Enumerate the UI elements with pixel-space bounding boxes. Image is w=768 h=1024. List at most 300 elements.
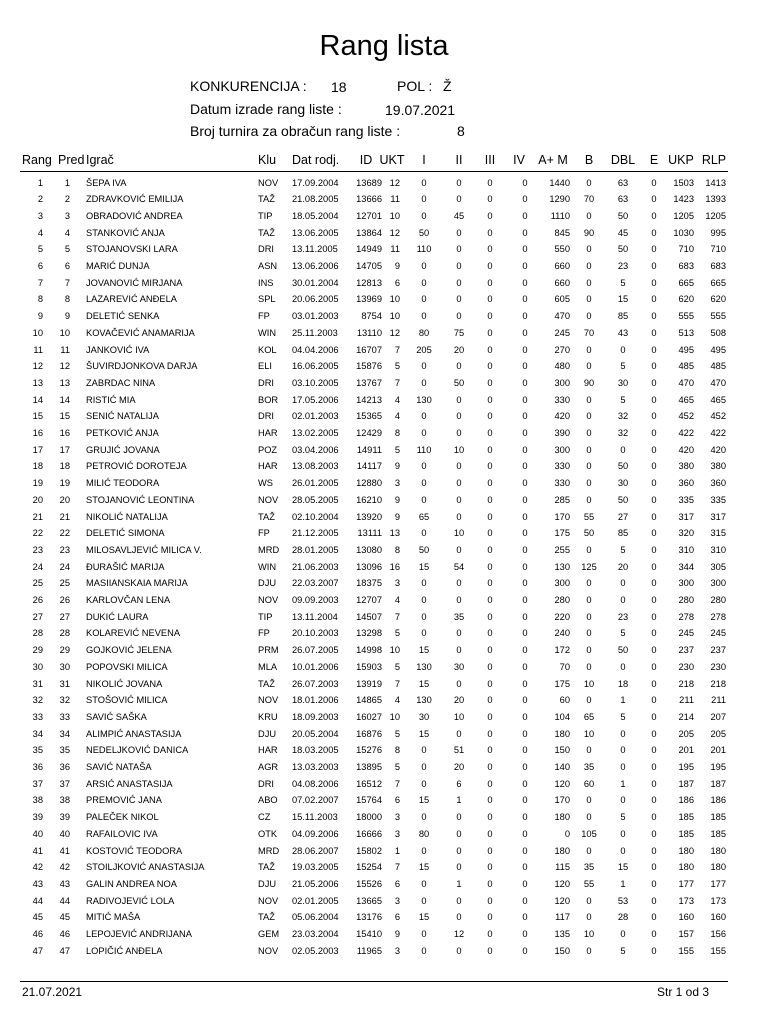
cell-e: 0: [651, 595, 657, 605]
cell-am: 330: [554, 461, 570, 472]
cell-dat: 13.03.2003: [292, 762, 339, 772]
cell-e: 0: [651, 728, 657, 739]
cell-am: 270: [554, 344, 570, 355]
cell-igrac: GRUJIĆ JOVANA: [86, 444, 160, 455]
cell-dbl: 0: [620, 845, 626, 856]
cell-b: 0: [586, 411, 592, 422]
cell-klu: WS: [258, 478, 273, 489]
cell-b: 50: [583, 528, 595, 539]
cell-pred: 21: [59, 511, 70, 522]
cell-ukt: 11: [390, 244, 400, 255]
cell-ii: 0: [456, 645, 462, 656]
cell-b: 70: [583, 327, 595, 338]
cell-rang: 33: [32, 711, 43, 722]
cell-ukp: 452: [678, 411, 694, 422]
cell-rlp: 185: [710, 828, 726, 839]
cell-iii: 0: [487, 561, 493, 572]
cell-ii: 75: [453, 327, 465, 338]
cell-dbl: 28: [617, 912, 629, 923]
cell-am: 330: [554, 394, 570, 405]
cell-klu: MRD: [258, 845, 280, 856]
cell-e: 0: [651, 762, 657, 772]
cell-am: 470: [554, 311, 570, 322]
cell-e: 0: [651, 411, 657, 422]
cell-id: 13689: [356, 177, 382, 188]
cell-am: 300: [554, 578, 570, 589]
cell-dat: 13.11.2004: [292, 611, 338, 622]
cell-am: 845: [554, 227, 570, 238]
cell-klu: NOV: [258, 695, 279, 706]
cell-igrac: JOVANOVIĆ MIRJANA: [86, 277, 183, 288]
cell-b: 0: [586, 294, 592, 305]
cell-i: 0: [421, 428, 427, 438]
cell-rang: 36: [32, 762, 43, 772]
cell-rlp: 360: [710, 478, 726, 489]
cell-b: 65: [583, 711, 595, 722]
cell-am: 1110: [550, 210, 570, 221]
cell-iv: 0: [522, 845, 528, 856]
cell-am: 605: [554, 294, 570, 305]
cell-b: 0: [586, 344, 592, 355]
cell-i: 0: [421, 929, 427, 939]
cell-dat: 03.01.2003: [292, 311, 339, 322]
cell-rlp: 205: [710, 728, 726, 739]
cell-pred: 8: [64, 294, 70, 305]
cell-pred: 15: [59, 411, 70, 422]
cell-i: 15: [418, 862, 430, 873]
cell-rlp: 195: [710, 762, 726, 772]
cell-rang: 16: [32, 428, 43, 438]
cell-i: 0: [421, 210, 427, 221]
cell-b: 0: [586, 812, 592, 823]
cell-ukt: 1: [394, 845, 400, 856]
cell-dbl: 0: [620, 929, 626, 939]
cell-am: 660: [554, 261, 570, 271]
cell-klu: WIN: [258, 327, 277, 338]
cell-ukt: 7: [394, 377, 400, 388]
cell-ii: 0: [456, 945, 462, 956]
cell-b: 0: [586, 912, 592, 923]
cell-igrac: POPOVSKI MILICA: [86, 661, 168, 672]
cell-b: 0: [586, 428, 592, 438]
cell-id: 15526: [356, 878, 382, 889]
cell-am: 175: [554, 528, 570, 539]
cell-rlp: 155: [710, 945, 726, 956]
cell-igrac: RADIVOJEVIĆ LOLA: [86, 895, 175, 906]
cell-e: 0: [651, 478, 657, 489]
cell-pred: 32: [59, 695, 70, 706]
cell-ukt: 9: [394, 494, 400, 505]
cell-pred: 1: [64, 177, 70, 188]
cell-ii: 10: [453, 528, 465, 539]
cell-e: 0: [651, 194, 657, 205]
cell-ukp: 180: [678, 862, 694, 873]
cell-b: 0: [586, 461, 592, 472]
cell-dbl: 0: [620, 745, 626, 756]
cell-id: 13920: [356, 511, 382, 522]
cell-id: 15276: [356, 745, 382, 756]
cell-ii: 54: [453, 561, 465, 572]
cell-i: 0: [421, 578, 427, 589]
cell-pred: 46: [59, 929, 70, 939]
cell-iii: 0: [487, 795, 493, 806]
cell-ukp: 157: [678, 929, 694, 939]
cell-rlp: 207: [710, 711, 726, 722]
cell-id: 13176: [356, 912, 382, 923]
cell-ukt: 5: [394, 361, 400, 372]
cell-ukt: 6: [394, 795, 400, 806]
cell-ukp: 195: [678, 762, 694, 772]
cell-ukt: 7: [394, 678, 400, 689]
cell-igrac: DUKIĆ LAURA: [86, 611, 149, 622]
cell-klu: DJU: [258, 878, 277, 889]
footer-date: 21.07.2021: [22, 985, 83, 999]
column-header-b: B: [584, 153, 594, 167]
cell-rlp: 315: [710, 528, 726, 539]
cell-id: 12880: [356, 478, 382, 489]
cell-igrac: NEDELJKOVIĆ DANICA: [86, 745, 189, 756]
cell-i: 0: [421, 361, 427, 372]
cell-ukt: 8: [394, 745, 400, 756]
cell-b: 125: [581, 561, 597, 572]
cell-klu: MRD: [258, 544, 280, 555]
cell-ukp: 230: [678, 661, 694, 672]
cell-am: 180: [554, 812, 570, 823]
cell-am: 330: [554, 478, 570, 489]
cell-rlp: 156: [710, 929, 726, 939]
cell-iii: 0: [487, 595, 493, 605]
cell-ukp: 320: [678, 528, 694, 539]
cell-e: 0: [651, 561, 657, 572]
cell-iii: 0: [487, 294, 493, 305]
cell-ukt: 3: [394, 945, 400, 956]
cell-klu: DRI: [258, 244, 275, 255]
cell-pred: 12: [59, 361, 70, 372]
cell-am: 130: [554, 561, 570, 572]
cell-klu: DJU: [258, 578, 277, 589]
cell-iv: 0: [522, 344, 528, 355]
cell-am: 170: [554, 795, 570, 806]
column-header-am: A+ M: [538, 153, 568, 167]
cell-pred: 28: [59, 628, 70, 639]
cell-ukt: 9: [394, 461, 400, 472]
cell-e: 0: [651, 344, 657, 355]
cell-ukp: 360: [678, 478, 694, 489]
cell-dat: 09.09.2003: [292, 595, 339, 605]
cell-am: 1440: [549, 177, 570, 188]
cell-e: 0: [651, 294, 657, 305]
cell-b: 0: [586, 277, 592, 288]
cell-ukt: 7: [394, 862, 400, 873]
cell-rang: 21: [32, 511, 43, 522]
cell-am: 120: [554, 878, 570, 889]
cell-pred: 39: [59, 812, 70, 823]
cell-i: 0: [421, 377, 427, 388]
cell-iii: 0: [487, 177, 493, 188]
cell-e: 0: [651, 528, 657, 539]
cell-i: 110: [416, 444, 432, 455]
cell-dat: 23.03.2004: [292, 929, 339, 939]
cell-klu: AGR: [258, 762, 279, 772]
cell-pred: 5: [64, 244, 70, 255]
cell-am: 140: [554, 762, 570, 772]
cell-pred: 30: [59, 661, 70, 672]
cell-klu: TAŽ: [258, 227, 275, 238]
cell-dbl: 0: [620, 661, 626, 672]
cell-ukt: 9: [394, 929, 400, 939]
cell-klu: TAŽ: [258, 912, 275, 923]
cell-am: 180: [554, 728, 570, 739]
cell-e: 0: [651, 895, 657, 906]
cell-pred: 33: [59, 711, 70, 722]
cell-dat: 25.11.2003: [292, 327, 338, 338]
cell-dat: 18.09.2003: [292, 711, 339, 722]
cell-b: 0: [586, 695, 592, 706]
cell-iv: 0: [522, 210, 528, 221]
cell-iii: 0: [487, 645, 493, 656]
cell-id: 15410: [356, 929, 382, 939]
cell-klu: CZ: [258, 812, 271, 823]
cell-klu: TAŽ: [258, 862, 275, 873]
cell-iv: 0: [522, 895, 528, 906]
cell-ii: 0: [456, 461, 462, 472]
cell-klu: HAR: [258, 745, 278, 756]
cell-b: 10: [583, 728, 595, 739]
cell-iii: 0: [487, 311, 493, 322]
cell-rang: 24: [32, 561, 43, 572]
cell-pred: 17: [59, 444, 70, 455]
cell-ukp: 422: [678, 428, 694, 438]
column-header-pred: Pred: [58, 153, 85, 167]
cell-b: 0: [586, 177, 592, 188]
cell-iii: 0: [487, 912, 493, 923]
cell-iv: 0: [522, 828, 528, 839]
cell-dat: 10.01.2006: [292, 661, 339, 672]
cell-iv: 0: [522, 528, 528, 539]
cell-id: 13111: [357, 528, 382, 539]
cell-ii: 0: [456, 912, 462, 923]
cell-klu: WIN: [258, 561, 277, 572]
cell-i: 0: [421, 812, 427, 823]
cell-rlp: 683: [710, 261, 726, 271]
cell-igrac: MARIĆ DUNJA: [86, 261, 150, 271]
cell-dbl: 85: [617, 528, 629, 539]
cell-am: 172: [554, 645, 570, 656]
cell-rang: 47: [32, 945, 43, 956]
cell-e: 0: [651, 878, 657, 889]
cell-iv: 0: [522, 411, 528, 422]
cell-dat: 20.05.2004: [292, 728, 339, 739]
cell-ukt: 7: [394, 778, 400, 789]
cell-b: 0: [586, 611, 592, 622]
cell-iv: 0: [522, 428, 528, 438]
cell-klu: HAR: [258, 428, 278, 438]
cell-iii: 0: [487, 878, 493, 889]
cell-rlp: 278: [710, 611, 726, 622]
cell-ukp: 710: [678, 244, 694, 255]
cell-pred: 36: [59, 762, 70, 772]
cell-i: 0: [421, 494, 427, 505]
cell-dbl: 27: [617, 511, 629, 522]
cell-dbl: 0: [620, 595, 626, 605]
cell-ii: 35: [453, 611, 465, 622]
cell-ukp: 185: [678, 828, 694, 839]
cell-pred: 16: [59, 428, 70, 438]
cell-i: 0: [421, 845, 427, 856]
cell-rang: 23: [32, 544, 43, 555]
cell-ii: 51: [453, 745, 465, 756]
cell-dat: 15.11.2003: [292, 812, 338, 823]
cell-am: 115: [555, 862, 570, 873]
cell-am: 300: [554, 444, 570, 455]
cell-b: 0: [586, 661, 592, 672]
cell-id: 13080: [356, 544, 382, 555]
cell-dbl: 5: [620, 812, 626, 823]
cell-id: 14213: [356, 394, 382, 405]
cell-dat: 20.06.2005: [292, 294, 339, 305]
cell-igrac: MILOSAVLJEVIĆ MILICA V.: [86, 544, 202, 555]
cell-dat: 28.06.2007: [292, 845, 339, 856]
cell-iii: 0: [487, 611, 493, 622]
cell-ukp: 495: [678, 344, 694, 355]
cell-ukt: 5: [394, 444, 400, 455]
cell-pred: 14: [59, 394, 70, 405]
cell-iv: 0: [522, 578, 528, 589]
cell-rang: 28: [32, 628, 43, 639]
cell-rang: 12: [32, 361, 43, 372]
cell-e: 0: [651, 544, 657, 555]
cell-rang: 6: [37, 261, 43, 271]
cell-iii: 0: [487, 377, 493, 388]
cell-dat: 21.05.2006: [292, 878, 339, 889]
cell-igrac: KOSTOVIĆ TEODORA: [86, 845, 183, 856]
cell-i: 0: [421, 945, 427, 956]
cell-ukt: 3: [394, 578, 400, 589]
cell-pred: 40: [59, 828, 70, 839]
cell-rlp: 317: [710, 511, 726, 522]
cell-iii: 0: [487, 444, 493, 455]
datum-value: 19.07.2021: [385, 102, 456, 118]
cell-id: 16666: [356, 828, 382, 839]
cell-rlp: 186: [710, 795, 726, 806]
cell-ii: 1: [456, 878, 462, 889]
column-header-id: ID: [359, 153, 373, 167]
cell-am: 660: [554, 277, 570, 288]
cell-iii: 0: [487, 845, 493, 856]
cell-e: 0: [651, 277, 657, 288]
column-header-iv: IV: [513, 153, 525, 167]
cell-igrac: STOILJKOVIĆ ANASTASIJA: [86, 862, 205, 873]
cell-iv: 0: [522, 277, 528, 288]
cell-b: 0: [586, 261, 592, 271]
cell-iv: 0: [522, 611, 528, 622]
cell-e: 0: [651, 461, 657, 472]
cell-igrac: KOLAREVIĆ NEVENA: [86, 628, 181, 639]
cell-dat: 05.06.2004: [292, 912, 339, 923]
cell-i: 50: [418, 544, 430, 555]
cell-igrac: MITIĆ MAŠA: [86, 912, 141, 923]
cell-dat: 17.05.2006: [292, 394, 339, 405]
cell-rlp: 380: [710, 461, 726, 472]
header-divider: [20, 171, 728, 172]
cell-iv: 0: [522, 862, 528, 873]
cell-iii: 0: [487, 261, 493, 271]
cell-rang: 40: [32, 828, 43, 839]
cell-pred: 24: [59, 561, 70, 572]
cell-id: 12429: [356, 428, 382, 438]
cell-pred: 26: [59, 595, 70, 605]
cell-ii: 0: [456, 394, 462, 405]
cell-b: 0: [586, 311, 592, 322]
cell-igrac: GALIN ANDREA NOA: [86, 878, 177, 889]
cell-iii: 0: [487, 511, 493, 522]
cell-b: 0: [586, 394, 592, 405]
cell-pred: 10: [59, 327, 70, 338]
cell-id: 12707: [356, 595, 382, 605]
cell-pred: 35: [59, 745, 70, 756]
cell-am: 280: [554, 595, 570, 605]
cell-b: 0: [586, 745, 592, 756]
cell-ukp: 485: [678, 361, 694, 372]
cell-pred: 34: [59, 728, 70, 739]
cell-ii: 6: [456, 778, 462, 789]
cell-i: 0: [421, 261, 427, 271]
cell-klu: SPL: [258, 294, 276, 305]
cell-dat: 16.06.2005: [292, 361, 339, 372]
cell-iii: 0: [487, 828, 493, 839]
cell-ukp: 237: [678, 645, 694, 656]
cell-id: 13096: [356, 561, 382, 572]
cell-ukt: 8: [394, 428, 400, 438]
cell-rlp: 495: [710, 344, 726, 355]
cell-iii: 0: [487, 778, 493, 789]
cell-iv: 0: [522, 511, 528, 522]
cell-dat: 26.07.2003: [292, 678, 339, 689]
cell-dbl: 0: [620, 762, 626, 772]
cell-igrac: PALEČEK NIKOL: [86, 812, 159, 823]
cell-b: 60: [583, 778, 595, 789]
cell-rlp: 470: [710, 377, 726, 388]
cell-igrac: SENIĆ NATALIJA: [86, 411, 160, 422]
cell-am: 175: [554, 678, 570, 689]
cell-igrac: SAVIĆ NATAŠA: [86, 762, 152, 772]
cell-dbl: 5: [620, 361, 626, 372]
column-header-iii: III: [484, 153, 496, 167]
cell-dat: 04.08.2006: [292, 778, 339, 789]
cell-id: 14117: [356, 461, 382, 472]
cell-i: 80: [418, 828, 430, 839]
cell-klu: DRI: [258, 778, 275, 789]
cell-iii: 0: [487, 862, 493, 873]
cell-dbl: 23: [617, 611, 629, 622]
cell-klu: MLA: [258, 661, 278, 672]
cell-ukt: 4: [394, 411, 400, 422]
cell-dat: 28.05.2005: [292, 494, 339, 505]
cell-ukp: 620: [678, 294, 694, 305]
cell-rang: 44: [32, 895, 43, 906]
cell-rang: 7: [37, 277, 43, 288]
cell-rang: 11: [33, 344, 43, 355]
cell-ukt: 3: [394, 478, 400, 489]
cell-ukt: 5: [394, 762, 400, 772]
cell-ukp: 555: [678, 311, 694, 322]
cell-iv: 0: [522, 377, 528, 388]
cell-iv: 0: [522, 912, 528, 923]
cell-iv: 0: [522, 544, 528, 555]
cell-i: 0: [421, 611, 427, 622]
cell-rang: 13: [32, 377, 43, 388]
cell-pred: 4: [64, 227, 70, 238]
